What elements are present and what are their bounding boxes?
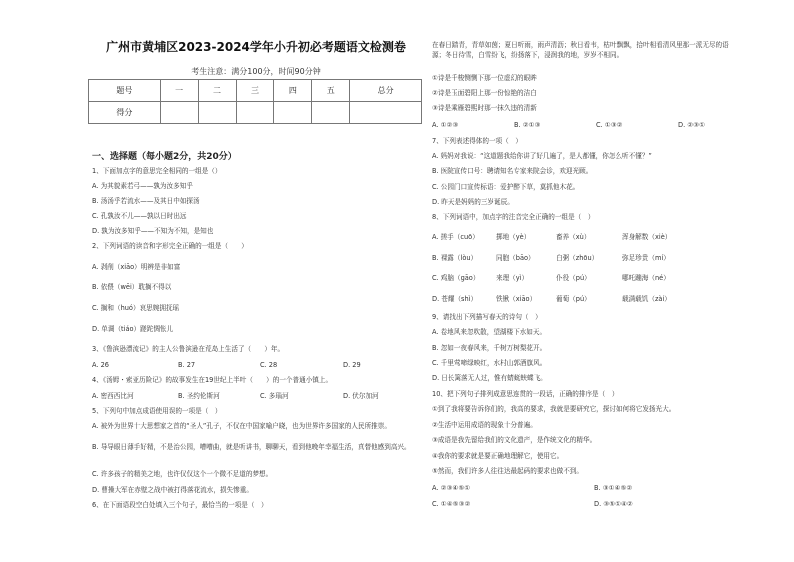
question-6-option: D. ②③① bbox=[678, 121, 706, 129]
score-table bbox=[88, 79, 422, 124]
exam-title: 广州市黄埔区2023-2024学年小升初必考题语文检测卷 bbox=[106, 40, 406, 54]
score-header-cell: 四 bbox=[274, 80, 312, 102]
question-2-option-d: D. 单调（tiáo）蹉跎惆怅儿 bbox=[92, 325, 174, 333]
question-10-sentence: ③成语是我先留给我们的文化遗产，是作统文化的精华。 bbox=[432, 436, 597, 444]
question-1-option-d: D. 孰为汝多知乎——不知为不知，是知也 bbox=[92, 227, 214, 235]
question-8-item: 载满载饥（zài） bbox=[622, 295, 671, 303]
question-8-item: 弥足珍贵（mí） bbox=[622, 254, 670, 262]
question-2-option-b: B. 依偎（wēi）耽搁不得以 bbox=[92, 283, 172, 291]
question-2-option-a: A. 剥削（xiāo）明辨是非如富 bbox=[92, 263, 181, 271]
exam-notice: 考生注意：满分100分，时间90分钟 bbox=[191, 67, 321, 76]
question-8: 8、下列词语中，加点字的注音完全正确的一组是（ ） bbox=[432, 213, 595, 221]
question-10-option: D. ③⑤①④② bbox=[594, 500, 633, 508]
question-8-item: 同胞（bāo） bbox=[496, 254, 535, 262]
score-row-label: 得分 bbox=[89, 102, 161, 124]
question-8-item: 白粥（zhōu） bbox=[556, 254, 599, 262]
question-10-sentence: ④我你的要求就是要正确地理解它，使用它。 bbox=[432, 452, 564, 460]
score-cell[interactable] bbox=[160, 102, 198, 124]
question-8-item: 葡萄（pú） bbox=[556, 295, 591, 303]
question-8-item: C. 鸡脑（gāo） bbox=[432, 274, 480, 282]
question-6-sentence: ③诗是乘雁碧熙时那一抹久违的清新 bbox=[432, 104, 537, 112]
question-4-option: C. 多瑙河 bbox=[260, 392, 289, 400]
question-4-option: A. 密西西比河 bbox=[92, 392, 134, 400]
question-7-option-b: B. 医院宣传口号：聘请知名专家来院会诊，欢迎光顾。 bbox=[432, 167, 593, 175]
score-cell[interactable] bbox=[198, 102, 236, 124]
question-3-option: C. 28 bbox=[260, 361, 278, 369]
score-cell[interactable] bbox=[274, 102, 312, 124]
question-6-passage: 在春日踏青，青草如茵；夏日听雨，雨声清沥；秋日看韦，枯叶飘飘，拾叶相看清风里那一派无尽的语源；冬日待雪，白雪纷飞，纷扬落下，浸润我的地，岁岁不相同。 bbox=[432, 41, 729, 59]
score-cell[interactable] bbox=[236, 102, 274, 124]
question-8-item: 哪吒蹦海（né） bbox=[622, 274, 670, 282]
question-10-option: B. ③①④⑤② bbox=[594, 484, 633, 492]
score-header-cell: 一 bbox=[160, 80, 198, 102]
score-table-score-row bbox=[89, 102, 422, 124]
question-3: 3、《鲁滨逊漂流记》的主人公鲁滨逊在荒岛上生活了（ ）年。 bbox=[92, 345, 285, 353]
question-5-option-b: B. 导导眼日薄手好精，不是治公园，嘈嘈曲，就是听讲书，聊聊天，看到他晚年幸福生活，真替他感到高兴。 bbox=[92, 443, 411, 451]
question-6-sentence: ①诗是千梭恻恻下那一位虚幻的眼眸 bbox=[432, 74, 537, 82]
question-2-option-c: C. 搁和（huó）哀思婉拥抚瑶 bbox=[92, 304, 180, 312]
question-8-item: 仆役（pú） bbox=[556, 274, 591, 282]
question-8-item: B. 裸露（lòu） bbox=[432, 254, 478, 262]
question-9-option-d: D. 日长篱落无人过，惟有蜻蜓蛱蝶飞。 bbox=[432, 374, 547, 382]
question-10-sentence: ⑤然而，我们许多人往往达最起码的要求也做不到。 bbox=[432, 467, 583, 475]
question-10: 10、把下列句子排列成意思连贯的一段话，正确的排序是（ ） bbox=[432, 390, 619, 398]
question-10-option: C. ①④⑤③② bbox=[432, 500, 471, 508]
question-2: 2、下列词语的读音和字形完全正确的一组是（ ） bbox=[92, 242, 248, 250]
question-8-item: D. 苍耀（shì） bbox=[432, 295, 478, 303]
question-4: 4、《汤姆・索亚历险记》的故事发生在19世纪上半叶（ ）的一个普通小镇上。 bbox=[92, 376, 333, 384]
score-cell[interactable] bbox=[350, 102, 422, 124]
question-3-option: D. 29 bbox=[343, 361, 361, 369]
question-8-item: 掷地（yè） bbox=[496, 233, 531, 241]
question-8-item: 铁锹（xiāo） bbox=[496, 295, 537, 303]
score-cell[interactable] bbox=[312, 102, 350, 124]
question-6-sentence: ②诗是玉面碧阳上那一份惊艳的洁白 bbox=[432, 89, 537, 97]
question-10-sentence: ②生活中运用成语的现象十分普遍。 bbox=[432, 421, 537, 429]
question-8-item: 来理（yì） bbox=[496, 274, 529, 282]
question-8-item: A. 搓手（cuō） bbox=[432, 233, 479, 241]
question-8-item: 浑身解数（xiè） bbox=[622, 233, 672, 241]
question-8-item: 畜养（xù） bbox=[556, 233, 591, 241]
question-10-option: A. ②③④⑤① bbox=[432, 484, 471, 492]
question-1-option-b: B. 汤汤乎若流水——及其日中如探汤 bbox=[92, 197, 200, 205]
question-9-option-a: A. 卷地风来忽吹散，望湖楼下水如天。 bbox=[432, 328, 547, 336]
question-1-option-a: A. 为其貌素若弓——孰为汝多知乎 bbox=[92, 182, 193, 190]
score-header-cell: 题号 bbox=[89, 80, 161, 102]
question-4-option: B. 圣约伦斯河 bbox=[178, 392, 220, 400]
score-header-cell: 二 bbox=[198, 80, 236, 102]
question-9-option-c: C. 千里莺啼绿映红，水村山郭酒旗风。 bbox=[432, 359, 547, 367]
question-5-option-c: C. 许多孩子的精美之地，也许仅仅这个一个微不足道的梦想。 bbox=[92, 470, 273, 478]
score-table-header-row bbox=[89, 80, 422, 102]
question-6-option: A. ①②③ bbox=[432, 121, 459, 129]
question-9: 9、请找出下列描写春天的诗句（ ） bbox=[432, 313, 542, 321]
question-4-option: D. 伏尔加河 bbox=[343, 392, 379, 400]
question-10-sentence: ①到了我将要告诉你们的，我高的要求，我就是要研究它，探讨如何将它发扬光大。 bbox=[432, 405, 676, 413]
question-1-option-c: C. 孔孰汝不儿——孰以日时出远 bbox=[92, 212, 187, 220]
question-6-option: C. ①③② bbox=[596, 121, 623, 129]
question-9-option-b: B. 忽如一夜春风来，千树万树梨花开。 bbox=[432, 344, 547, 352]
section-title: 一、选择题（每小题2分，共20分） bbox=[92, 152, 237, 162]
score-header-cell: 五 bbox=[312, 80, 350, 102]
question-7: 7、下列表述得体的一项（ ） bbox=[432, 137, 522, 145]
question-6-option: B. ②①③ bbox=[514, 121, 541, 129]
score-header-cell: 三 bbox=[236, 80, 274, 102]
question-7-option-c: C. 公园门口宣传标语：爱护醉下草，莫抓他木花。 bbox=[432, 183, 580, 191]
question-1: 1、下面加点字的意思完全相同的一组是（） bbox=[92, 167, 222, 175]
question-7-option-a: A. 妈妈对我说：“这道题我给你讲了好几遍了，是人都懂，你怎么听不懂？” bbox=[432, 152, 652, 160]
question-7-option-d: D. 昨天是妈妈的三岁诞辰。 bbox=[432, 198, 514, 206]
question-6: 6、在下面语段空白处填入三个句子，最恰当的一项是（ ） bbox=[92, 501, 268, 509]
score-header-cell: 总分 bbox=[350, 80, 422, 102]
question-3-option: A. 26 bbox=[92, 361, 109, 369]
question-3-option: B. 27 bbox=[178, 361, 196, 369]
question-5: 5、下列句中加点成语使用误的一项是（ ） bbox=[92, 407, 222, 415]
question-5-option-a: A. 被外为世界十大思想家之首的“圣人”孔子，不仅在中国家喻户晓，也为世界许多国家的人民所推崇。 bbox=[92, 422, 391, 430]
question-5-option-d: D. 曹操大军在赤壁之战中被打得落花流水，损失惨重。 bbox=[92, 486, 253, 494]
